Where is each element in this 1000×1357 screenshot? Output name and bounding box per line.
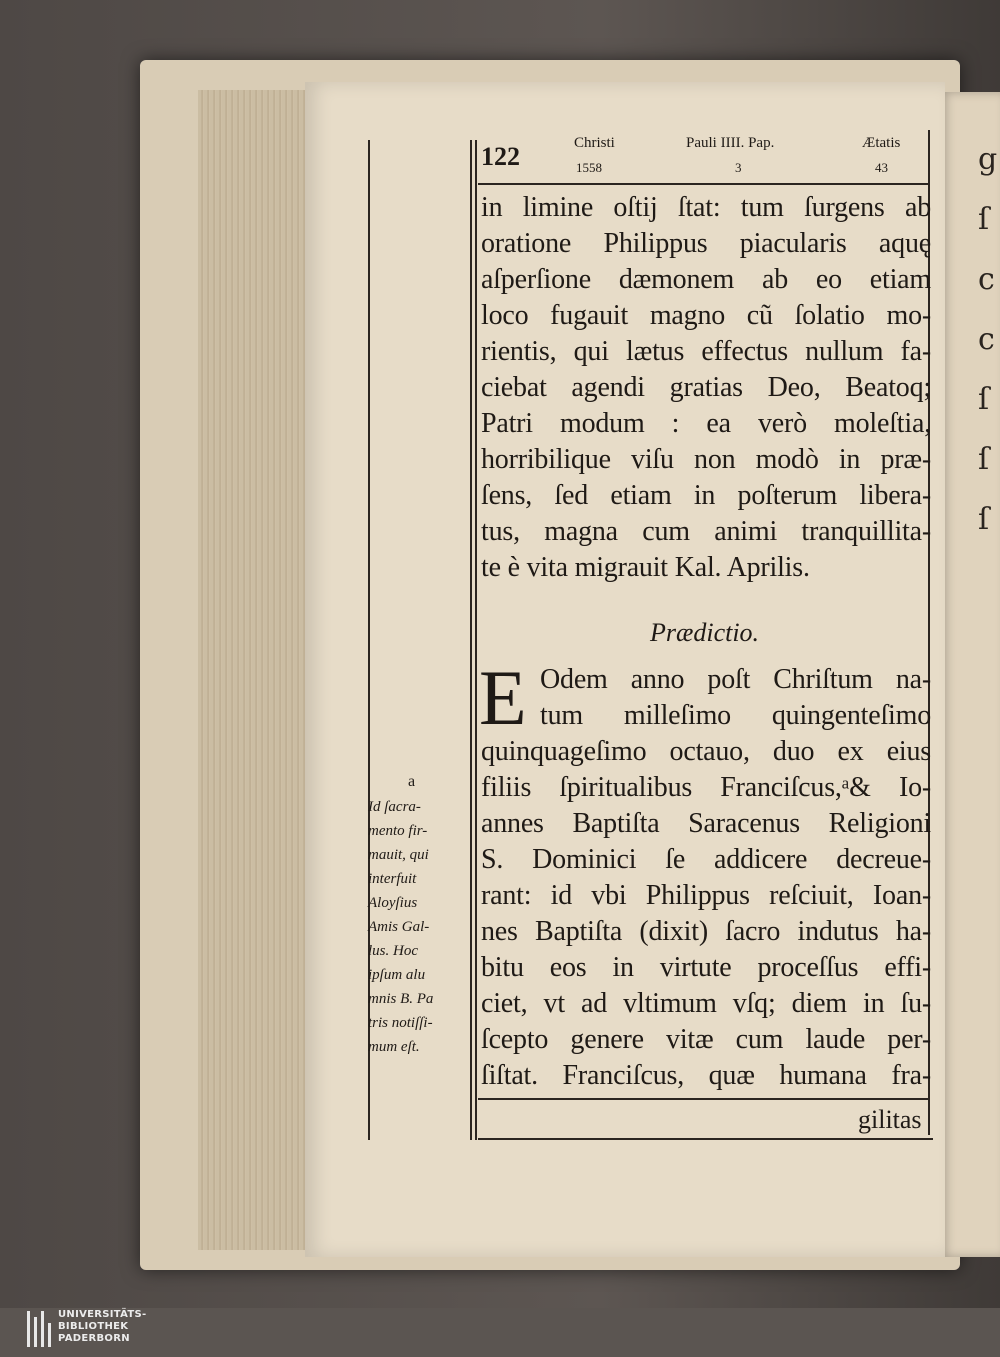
header-christi-year: 1558 [576, 160, 602, 175]
margin-note-marker: a [408, 773, 416, 790]
section-line: rant: id vbi Philippus reſciuit, Ioan- [481, 880, 931, 911]
header-age-label: Ætatis [862, 135, 901, 151]
margin-note-line: Amis Gal- [368, 919, 430, 935]
header-age-value: 43 [875, 160, 888, 175]
facing-letter: ſ [978, 502, 990, 537]
section-line: annes Baptiſta Saracenus Religioni [481, 808, 931, 839]
gutter-rule-left [470, 140, 472, 1140]
body-line: loco fugauit magno cũ ſolatio mo- [481, 300, 931, 331]
library-logo-line: PADERBORN [58, 1333, 130, 1344]
gutter-rule-right [475, 140, 477, 1140]
page-edges [198, 90, 308, 1250]
body-line: aſperſione dæmonem ab eo etiam [481, 264, 931, 295]
margin-note-line: tris notiſſi- [368, 1015, 433, 1031]
margin-note-line: mauit, qui [368, 847, 429, 863]
drop-cap: E [479, 654, 527, 741]
margin-note-line: lus. Hoc [368, 943, 418, 959]
header-christi-label: Christi [574, 135, 615, 151]
library-logo-line: UNIVERSITÄTS- [58, 1309, 147, 1320]
section-line: ciet, vt ad vltimum vſq; diem in ſu- [481, 988, 931, 1019]
margin-note-line: interfuit [368, 871, 417, 887]
facing-letter: ſ [978, 382, 990, 417]
margin-note-line: Aloyſius [368, 895, 418, 911]
body-line: ſens, ſed etiam in poſterum libera- [481, 480, 931, 511]
body-line: ciebat agendi gratias Deo, Beatoq; [481, 372, 931, 403]
header-pope-year: 3 [735, 160, 742, 175]
margin-note-line: Id ſacra- [368, 799, 421, 815]
body-line: tus, magna cum animi tranquillita- [481, 516, 931, 547]
page-number: 122 [481, 142, 520, 171]
margin-note-line: mum eſt. [368, 1039, 420, 1055]
facing-letter: c [978, 322, 995, 357]
body-line: rientis, qui lætus effectus nullum fa- [481, 336, 931, 367]
section-line: bitu eos in virtute proceſſus effi- [481, 952, 931, 983]
section-line: ſcepto genere vitæ cum laude per- [481, 1024, 931, 1055]
facing-letter: c [978, 262, 995, 297]
section-line: filiis ſpiritualibus Franciſcus,ᵃ& Io- [481, 772, 931, 803]
bottom-rule [478, 1098, 928, 1100]
margin-note-line: mnis B. Pa [368, 991, 434, 1007]
facing-letter: ſ [978, 442, 990, 477]
section-line: Odem anno poſt Chriſtum na- [540, 664, 931, 695]
margin-note-line: ipſum alu [368, 967, 426, 983]
catchword: gilitas [858, 1105, 922, 1134]
library-logo-line: BIBLIOTHEK [58, 1321, 129, 1332]
margin-note-line: mento fir- [368, 823, 428, 839]
footer-bar [0, 1308, 1000, 1357]
section-line: quinquageſimo octauo, duo ex eius [481, 736, 931, 767]
facing-letter: g [978, 142, 998, 177]
body-line: in limine oſtij ſtat: tum ſurgens ab [481, 192, 931, 223]
library-logo-icon [27, 1311, 51, 1347]
header-rule [478, 183, 928, 185]
body-line: horribilique viſu non modò in præ- [481, 444, 931, 475]
facing-letter: ſ [978, 202, 990, 237]
header-pope-label: Pauli IIII. Pap. [686, 135, 775, 151]
body-line-last: te è vita migrauit Kal. Aprilis. [481, 552, 810, 583]
body-line: oratione Philippus piacularis aquę [481, 228, 931, 259]
body-line: Patri modum : ea verò moleſtia, [481, 408, 931, 439]
section-line: nes Baptiſta (dixit) ſacro indutus ha- [481, 916, 931, 947]
section-line: tum milleſimo quingenteſimo [540, 700, 931, 731]
library-logo-text [58, 1309, 147, 1345]
facing-page-letters [978, 130, 1000, 550]
section-line: ſiſtat. Franciſcus, quæ humana fra- [481, 1060, 931, 1091]
section-line: S. Dominici ſe addicere decreue- [481, 844, 931, 875]
bottom-rule-lower [478, 1138, 933, 1140]
section-heading: Prædictio. [650, 618, 760, 647]
